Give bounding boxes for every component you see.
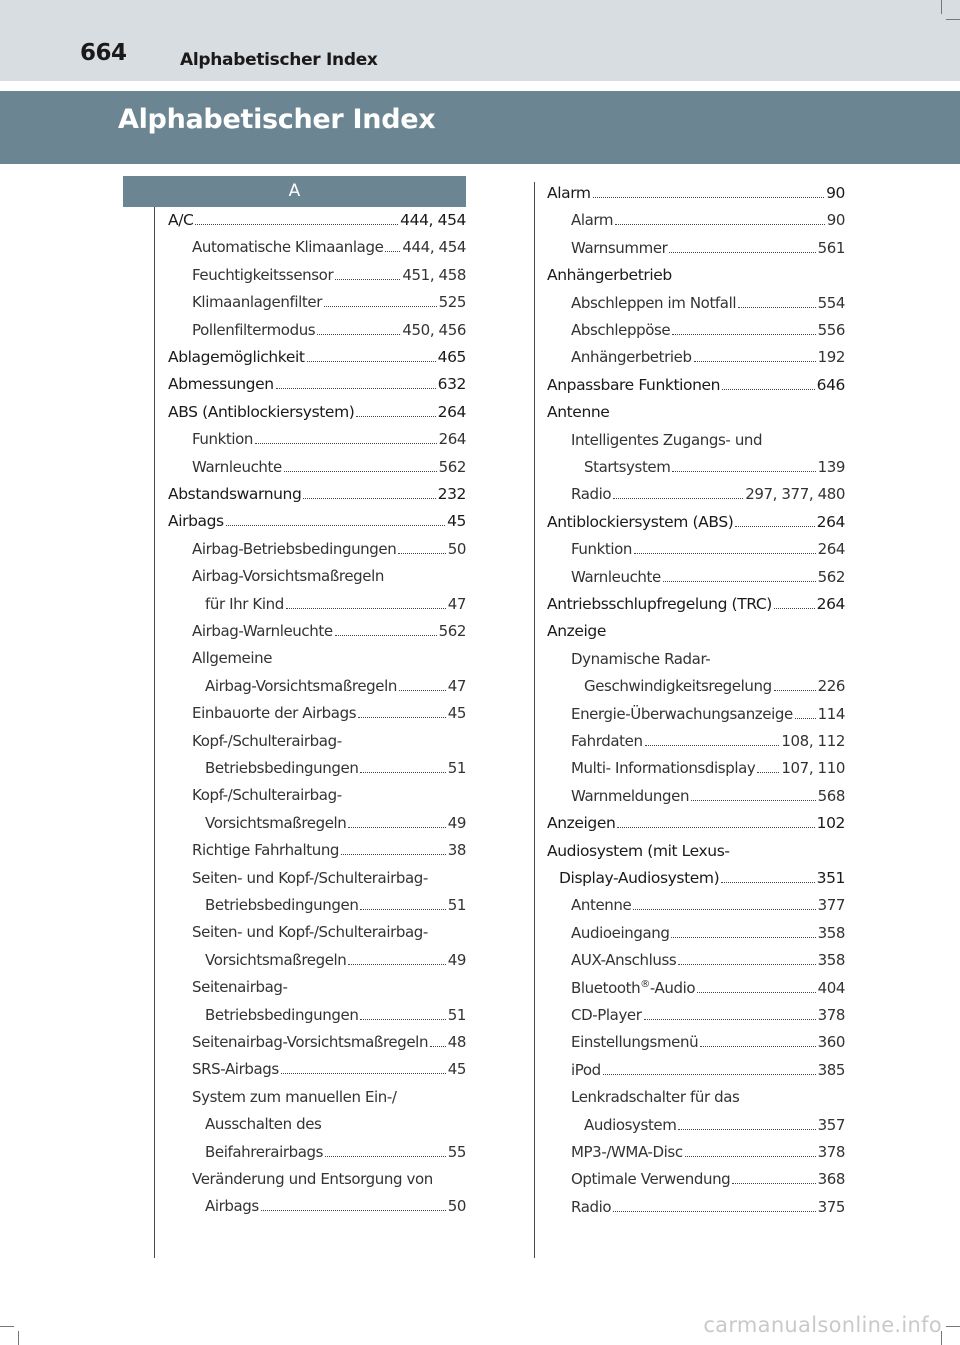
dot-leader bbox=[738, 307, 815, 308]
header-bar bbox=[0, 0, 960, 81]
index-entry-page[interactable]: 226 bbox=[817, 677, 845, 696]
dot-leader bbox=[399, 690, 446, 691]
index-entry-label: Funktion bbox=[571, 540, 633, 559]
index-entry-label: Abstandswarnung bbox=[168, 485, 302, 503]
index-entry-label: Kopf-/Schulterairbag- bbox=[192, 731, 342, 750]
dot-leader bbox=[613, 498, 743, 499]
index-entry bbox=[547, 809, 845, 833]
index-entry-page[interactable]: 108, 112 bbox=[781, 732, 845, 750]
dot-leader bbox=[663, 581, 816, 582]
index-entry-page[interactable]: 49 bbox=[447, 813, 466, 832]
index-entry-label: Seiten- und Kopf-/Schulterairbag- bbox=[192, 868, 428, 887]
index-entry-label: Energie-Überwachungsanzeige bbox=[571, 704, 793, 723]
dot-leader bbox=[669, 252, 815, 253]
index-entry-page[interactable]: 358 bbox=[817, 923, 845, 942]
index-entry-label: Anpassbare Funktionen bbox=[547, 375, 721, 394]
index-entry bbox=[192, 535, 466, 559]
dot-leader bbox=[360, 772, 445, 773]
dot-leader bbox=[335, 279, 400, 280]
dot-leader bbox=[678, 964, 815, 965]
index-entry-page[interactable]: 264 bbox=[817, 540, 845, 559]
crop-mark bbox=[946, 1326, 960, 1327]
index-entry bbox=[192, 425, 466, 449]
index-entry bbox=[559, 864, 845, 888]
index-entry bbox=[205, 1138, 466, 1162]
index-entry bbox=[547, 508, 845, 532]
dot-leader bbox=[348, 827, 445, 828]
index-entry bbox=[571, 1138, 845, 1162]
index-entry-label: Richtige Fahrhaltung bbox=[192, 841, 340, 860]
index-entry-label: A/C bbox=[168, 211, 194, 229]
index-entry bbox=[584, 1111, 845, 1135]
index-entry-label: Radio bbox=[571, 485, 612, 504]
index-entry-page[interactable]: 90 bbox=[826, 211, 845, 230]
index-entry-label: Ausschalten des bbox=[205, 1115, 322, 1134]
index-entry-page[interactable]: 360 bbox=[817, 1033, 845, 1052]
dot-leader bbox=[774, 690, 816, 691]
index-entry bbox=[168, 480, 466, 504]
index-entry bbox=[571, 1056, 845, 1080]
index-entry bbox=[168, 507, 466, 531]
index-entry-page[interactable]: 444, 454 bbox=[400, 211, 466, 229]
index-entry bbox=[192, 918, 466, 942]
index-entry bbox=[571, 946, 845, 970]
index-entry-page[interactable]: 450, 456 bbox=[402, 320, 466, 339]
index-entry-page[interactable]: 444, 454 bbox=[402, 238, 466, 257]
index-entry-label: Anhängerbetrieb bbox=[571, 348, 692, 367]
index-entry-label: Anhängerbetrieb bbox=[547, 266, 672, 285]
index-entry bbox=[571, 974, 845, 998]
dot-leader bbox=[735, 526, 814, 527]
dot-leader bbox=[360, 1019, 445, 1020]
index-entry bbox=[205, 1192, 466, 1216]
index-entry-page[interactable]: 38 bbox=[447, 841, 466, 860]
dot-leader bbox=[645, 745, 780, 746]
index-entry bbox=[571, 1028, 845, 1052]
index-entry-label: Betriebsbedingungen bbox=[205, 1005, 359, 1024]
index-entry-page[interactable]: 51 bbox=[447, 896, 466, 914]
index-entry bbox=[192, 1165, 466, 1189]
index-entry-label: Veränderung und Entsorgung von bbox=[192, 1170, 433, 1188]
index-entry-label: Display-Audiosystem) bbox=[559, 869, 720, 887]
index-entry-label: Geschwindigkeitsregelung bbox=[584, 677, 772, 696]
index-entry-page[interactable]: 358 bbox=[817, 951, 845, 970]
index-entry-page[interactable]: 51 bbox=[447, 759, 466, 777]
dot-leader bbox=[722, 389, 815, 390]
index-entry-label: für Ihr Kind bbox=[205, 594, 284, 613]
index-entry bbox=[547, 371, 845, 395]
dot-leader bbox=[281, 1073, 446, 1074]
index-entry bbox=[205, 590, 466, 614]
dot-leader bbox=[795, 718, 816, 719]
index-entry bbox=[547, 179, 845, 203]
crop-mark bbox=[946, 19, 960, 20]
index-entry bbox=[192, 1083, 466, 1107]
index-entry-label: iPod bbox=[571, 1060, 601, 1079]
crop-mark bbox=[18, 1331, 19, 1345]
index-entry bbox=[205, 809, 466, 833]
index-entry-page[interactable]: 51 bbox=[447, 1005, 466, 1024]
index-entry-page[interactable]: 102 bbox=[816, 814, 845, 833]
index-entry-page[interactable]: 451, 458 bbox=[402, 265, 466, 284]
index-entry bbox=[571, 645, 845, 669]
dot-leader bbox=[360, 909, 445, 910]
index-entry bbox=[192, 1055, 466, 1079]
index-entry bbox=[168, 370, 466, 394]
dot-leader bbox=[324, 306, 437, 307]
dot-leader bbox=[356, 416, 435, 417]
index-entry-page[interactable]: 45 bbox=[447, 704, 466, 723]
index-entry-page[interactable]: 351 bbox=[816, 869, 845, 887]
index-entry-label: Startsystem bbox=[584, 458, 671, 476]
column-rule-left bbox=[154, 207, 155, 1258]
index-entry-label: Antriebsschlupfregelung (TRC) bbox=[547, 595, 772, 613]
dot-leader bbox=[603, 1074, 816, 1075]
index-entry-label: Airbag-Vorsichtsmaßregeln bbox=[205, 676, 397, 695]
index-entry-label: System zum manuellen Ein-/ bbox=[192, 1087, 397, 1106]
index-entry-label: Airbag-Betriebsbedingungen bbox=[192, 539, 397, 558]
index-entry bbox=[192, 644, 466, 668]
index-entry-label: Warnsummer bbox=[571, 238, 668, 257]
index-entry bbox=[205, 946, 466, 970]
dot-leader bbox=[325, 1156, 446, 1157]
index-entry-label: Bluetooth®-Audio bbox=[571, 978, 696, 997]
index-entry-page[interactable]: 47 bbox=[447, 676, 466, 695]
index-entry bbox=[571, 754, 845, 778]
index-entry-page[interactable]: 465 bbox=[437, 348, 466, 366]
index-entry-label: Abmessungen bbox=[168, 375, 274, 394]
index-entry-page[interactable]: 55 bbox=[447, 1142, 466, 1161]
index-entry bbox=[168, 206, 466, 230]
dot-leader bbox=[430, 1046, 446, 1047]
dot-leader bbox=[615, 224, 825, 225]
crop-mark bbox=[0, 1326, 14, 1327]
index-entry bbox=[192, 836, 466, 860]
index-entry-page[interactable]: 562 bbox=[817, 567, 845, 586]
index-entry bbox=[571, 1001, 845, 1025]
index-entry bbox=[547, 261, 845, 285]
dot-leader bbox=[255, 443, 437, 444]
index-entry bbox=[571, 1083, 845, 1107]
dot-leader bbox=[678, 1129, 815, 1130]
dot-leader bbox=[303, 498, 435, 499]
index-entry-page[interactable]: 264 bbox=[816, 512, 845, 531]
index-entry-label: Anzeige bbox=[547, 622, 606, 641]
dot-leader bbox=[593, 197, 824, 198]
running-title: Alphabetischer Index bbox=[180, 50, 378, 70]
dot-leader bbox=[613, 1211, 815, 1212]
dot-leader bbox=[671, 937, 815, 938]
index-entry-label: Abschleppöse bbox=[571, 321, 671, 339]
index-entry-label: ABS (Antiblockiersystem) bbox=[168, 402, 355, 421]
index-entry-label: Alarm bbox=[547, 184, 591, 202]
index-entry bbox=[547, 398, 845, 422]
index-entry bbox=[571, 535, 845, 559]
index-entry-label: Warnleuchte bbox=[192, 457, 282, 476]
index-entry-page[interactable]: 646 bbox=[816, 375, 845, 394]
dot-leader bbox=[335, 635, 437, 636]
index-entry-label: SRS-Airbags bbox=[192, 1060, 279, 1079]
index-entry-label: Warnmeldungen bbox=[571, 786, 690, 805]
dot-leader bbox=[276, 388, 436, 389]
index-entry-label: Automatische Klimaanlage bbox=[192, 238, 384, 257]
page-number: 664 bbox=[80, 40, 127, 66]
index-entry-label: Optimale Verwendung bbox=[571, 1170, 731, 1189]
index-entry bbox=[168, 343, 466, 367]
index-entry bbox=[168, 398, 466, 422]
index-entry-page[interactable]: 375 bbox=[817, 1197, 845, 1216]
index-entry-page[interactable]: 562 bbox=[438, 622, 466, 640]
dot-leader bbox=[261, 1210, 446, 1211]
dot-leader bbox=[617, 827, 814, 828]
index-entry-label: Anzeigen bbox=[547, 814, 616, 833]
index-entry-label: Alarm bbox=[571, 211, 614, 230]
index-entry-label: Klimaanlagenfilter bbox=[192, 293, 322, 312]
index-entry-page[interactable]: 139 bbox=[817, 458, 845, 476]
index-entry-page[interactable]: 264 bbox=[816, 595, 845, 613]
index-entry bbox=[571, 919, 845, 943]
index-entry-page[interactable]: 562 bbox=[438, 457, 466, 476]
index-entry-label: Ablagemöglichkeit bbox=[168, 348, 305, 366]
dot-leader bbox=[195, 224, 398, 225]
watermark: carmanualsonline.info bbox=[703, 1313, 942, 1337]
dot-leader bbox=[700, 1046, 815, 1047]
index-entry-page[interactable]: 45 bbox=[447, 1060, 466, 1079]
index-entry-label: Abschleppen im Notfall bbox=[571, 293, 737, 312]
letter-heading: A bbox=[123, 176, 466, 207]
index-entry bbox=[205, 891, 466, 915]
dot-leader bbox=[284, 471, 437, 472]
index-entry bbox=[571, 563, 845, 587]
index-entry bbox=[205, 1001, 466, 1025]
dot-leader bbox=[685, 1156, 816, 1157]
index-entry-label: Antenne bbox=[547, 403, 610, 422]
index-entry-page[interactable]: 264 bbox=[438, 430, 466, 449]
index-entry-page[interactable]: 377 bbox=[817, 896, 845, 915]
index-entry bbox=[205, 754, 466, 778]
index-entry bbox=[205, 1110, 466, 1134]
index-entry-label: Seiten- und Kopf-/Schulterairbag- bbox=[192, 923, 428, 942]
index-entry bbox=[192, 1028, 466, 1052]
index-entry bbox=[205, 672, 466, 696]
index-entry-label: Beifahrerairbags bbox=[205, 1142, 324, 1161]
index-entry bbox=[571, 234, 845, 258]
index-entry-label: Lenkradschalter für das bbox=[571, 1088, 740, 1107]
index-entry-label: Fahrdaten bbox=[571, 732, 643, 750]
index-entry-label: Airbag-Warnleuchte bbox=[192, 622, 333, 640]
index-entry-label: Airbag-Vorsichtsmaßregeln bbox=[192, 567, 384, 586]
index-entry-label: Dynamische Radar- bbox=[571, 649, 711, 668]
index-entry-label: Warnleuchte bbox=[571, 567, 661, 586]
index-entry-label: Vorsichtsmaßregeln bbox=[205, 813, 347, 832]
index-entry-label: Einstellungsmenü bbox=[571, 1033, 699, 1052]
index-entry-page[interactable]: 232 bbox=[437, 485, 466, 503]
index-entry bbox=[192, 261, 466, 285]
index-entry-label: Kopf-/Schulterairbag- bbox=[192, 786, 342, 805]
index-entry bbox=[192, 699, 466, 723]
index-entry-page[interactable]: 50 bbox=[447, 539, 466, 558]
index-entry-page[interactable]: 568 bbox=[817, 786, 845, 805]
index-entry bbox=[192, 233, 466, 257]
index-entry bbox=[192, 316, 466, 340]
index-entry bbox=[192, 562, 466, 586]
dot-leader bbox=[721, 882, 814, 883]
index-entry-label: Betriebsbedingungen bbox=[205, 759, 359, 777]
index-entry-label: Seitenairbag- bbox=[192, 978, 288, 997]
index-entry-label: Pollenfiltermodus bbox=[192, 320, 316, 339]
index-entry-label: Audioeingang bbox=[571, 923, 670, 942]
dot-leader bbox=[633, 909, 815, 910]
index-entry bbox=[547, 590, 845, 614]
dot-leader bbox=[398, 553, 445, 554]
dot-leader bbox=[348, 964, 445, 965]
index-entry bbox=[571, 426, 845, 450]
dot-leader bbox=[341, 854, 446, 855]
dot-leader bbox=[307, 361, 436, 362]
index-entry-label: Antenne bbox=[571, 896, 632, 915]
index-entry-page[interactable]: 561 bbox=[817, 238, 845, 257]
index-entry-page[interactable]: 632 bbox=[437, 375, 466, 394]
index-entry-label: Betriebsbedingungen bbox=[205, 896, 359, 914]
index-entry-page[interactable]: 49 bbox=[447, 950, 466, 969]
index-entry-label: Intelligentes Zugangs- und bbox=[571, 430, 763, 449]
index-entry-page[interactable]: 525 bbox=[438, 293, 466, 312]
dot-leader bbox=[757, 772, 779, 773]
index-entry-page[interactable]: 378 bbox=[817, 1006, 845, 1024]
index-entry-label: AUX-Anschluss bbox=[571, 951, 677, 970]
index-entry bbox=[547, 617, 845, 641]
index-entry-label: MP3-/WMA-Disc bbox=[571, 1143, 683, 1161]
index-entry-label: CD-Player bbox=[571, 1006, 642, 1024]
index-entry-label: Funktion bbox=[192, 430, 254, 449]
dot-leader bbox=[634, 553, 816, 554]
index-entry-page[interactable]: 264 bbox=[437, 402, 466, 421]
index-entry bbox=[571, 480, 845, 504]
index-entry-page[interactable]: 90 bbox=[826, 184, 845, 202]
index-entry bbox=[571, 343, 845, 367]
index-entry bbox=[547, 837, 845, 861]
index-entry-page[interactable]: 107, 110 bbox=[781, 759, 845, 778]
index-entry-label: Feuchtigkeitssensor bbox=[192, 265, 334, 284]
index-entry bbox=[571, 727, 845, 751]
index-entry-page[interactable]: 45 bbox=[447, 512, 466, 531]
index-entry bbox=[192, 864, 466, 888]
index-entry-label: Audiosystem bbox=[584, 1115, 677, 1134]
index-entry-page[interactable]: 192 bbox=[817, 348, 845, 367]
index-entry-page[interactable]: 554 bbox=[817, 293, 845, 312]
index-entry-label: Airbags bbox=[205, 1197, 259, 1216]
index-entry bbox=[192, 781, 466, 805]
index-entry bbox=[571, 891, 845, 915]
index-entry bbox=[192, 617, 466, 641]
crop-mark bbox=[941, 0, 942, 14]
dot-leader bbox=[286, 608, 446, 609]
dot-leader bbox=[644, 1019, 816, 1020]
dot-leader bbox=[694, 361, 816, 362]
dot-leader bbox=[226, 525, 445, 526]
index-entry-page[interactable]: 47 bbox=[447, 594, 466, 613]
dot-leader bbox=[317, 334, 400, 335]
index-entry-label: Antiblockiersystem (ABS) bbox=[547, 512, 734, 531]
dot-leader bbox=[732, 1183, 815, 1184]
index-entry-page[interactable]: 378 bbox=[817, 1143, 845, 1161]
index-entry-label: Seitenairbag-Vorsichtsmaßregeln bbox=[192, 1033, 429, 1051]
index-entry-page[interactable]: 297, 377, 480 bbox=[745, 485, 845, 504]
index-entry-label: Airbags bbox=[168, 512, 224, 531]
dot-leader bbox=[774, 608, 815, 609]
index-entry bbox=[571, 206, 845, 230]
index-entry-label: Radio bbox=[571, 1197, 612, 1216]
index-entry bbox=[192, 288, 466, 312]
index-entry-page[interactable]: 114 bbox=[817, 704, 845, 723]
section-title: Alphabetischer Index bbox=[118, 104, 436, 135]
index-entry bbox=[571, 1165, 845, 1189]
index-entry-page[interactable]: 556 bbox=[817, 321, 845, 339]
index-entry-page[interactable]: 404 bbox=[817, 978, 845, 997]
index-entry-label: Audiosystem (mit Lexus- bbox=[547, 841, 730, 860]
index-entry-page[interactable]: 48 bbox=[447, 1033, 466, 1051]
index-entry-label: Einbauorte der Airbags bbox=[192, 704, 357, 723]
index-entry bbox=[571, 700, 845, 724]
dot-leader bbox=[358, 717, 446, 718]
dot-leader bbox=[697, 992, 815, 993]
index-entry bbox=[571, 1193, 845, 1217]
index-entry-label: Allgemeine bbox=[192, 649, 273, 668]
dot-leader bbox=[672, 334, 815, 335]
index-entry-page[interactable]: 368 bbox=[817, 1170, 845, 1189]
index-entry bbox=[571, 289, 845, 313]
index-entry bbox=[192, 453, 466, 477]
index-entry-label: Multi- Informationsdisplay bbox=[571, 759, 756, 778]
index-entry bbox=[584, 672, 845, 696]
index-entry-page[interactable]: 385 bbox=[817, 1060, 845, 1079]
index-entry bbox=[571, 782, 845, 806]
column-rule-right bbox=[534, 182, 535, 1258]
index-entry-page[interactable]: 357 bbox=[817, 1115, 845, 1134]
index-entry bbox=[584, 453, 845, 477]
index-entry bbox=[192, 727, 466, 751]
dot-leader bbox=[385, 251, 400, 252]
index-entry-page[interactable]: 50 bbox=[447, 1197, 466, 1216]
dot-leader bbox=[672, 471, 815, 472]
index-entry-label: Vorsichtsmaßregeln bbox=[205, 950, 347, 969]
dot-leader bbox=[691, 800, 815, 801]
index-entry bbox=[192, 973, 466, 997]
index-entry bbox=[571, 316, 845, 340]
